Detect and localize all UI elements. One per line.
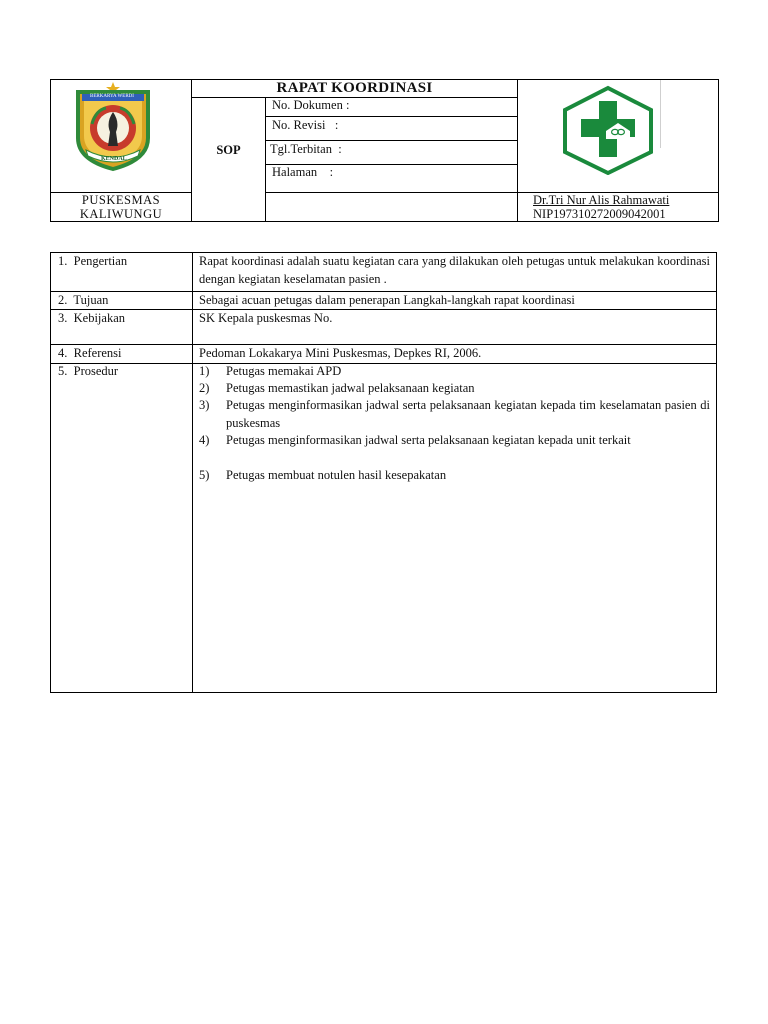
procedure-number-1: 1) — [199, 364, 210, 378]
procedure-step-2: Petugas memastikan jadwal pelaksanaan kegiatan — [226, 381, 475, 395]
field-issue-date: Tgl.Terbitan : — [270, 142, 342, 156]
section-text-referensi: Pedoman Lokakarya Mini Puskesmas, Depkes RI, 2006. — [199, 346, 482, 360]
procedure-step-3: Petugas menginformasikan jadwal serta pelaksanaan kegiatan kepada tim keselamatan pasien di puskesmas — [226, 398, 710, 430]
section-label-prosedur: 5. Prosedur — [58, 364, 119, 378]
procedure-number-5: 5) — [199, 468, 210, 482]
procedure-step-4: Petugas menginformasikan jadwal serta pelaksanaan kegiatan kepada unit terkait — [226, 433, 631, 447]
puskesmas-cross-logo — [560, 85, 656, 175]
section-text-pengertian: Rapat koordinasi adalah suatu kegiatan cara yang dilakukan oleh petugas untuk melakukan koordinasi dengan kegiatan keselamatan pasien . — [199, 254, 710, 286]
section-label-pengertian: 1. Pengertian — [58, 254, 128, 268]
procedure-number-3: 3) — [199, 398, 210, 412]
logo-left-ribbon: BERKARYA WERDI — [90, 94, 134, 99]
section-label-kebijakan: 3. Kebijakan — [58, 311, 125, 325]
logo-left-text: KENDAL — [101, 156, 127, 162]
field-revision: No. Revisi : — [272, 118, 339, 132]
organization-location: KALIWUNGU — [79, 207, 163, 221]
signer-name: Dr.Tri Nur Alis Rahmawati — [533, 193, 670, 207]
section-label-tujuan: 2. Tujuan — [58, 293, 109, 307]
section-text-tujuan: Sebagai acuan petugas dalam penerapan Langkah-langkah rapat koordinasi — [199, 293, 575, 307]
field-document-number: No. Dokumen : — [272, 98, 350, 112]
procedure-number-4: 4) — [199, 433, 210, 447]
field-page: Halaman : — [272, 165, 334, 179]
section-text-kebijakan: SK Kepala puskesmas No. — [199, 311, 333, 325]
sop-label: SOP — [216, 143, 241, 157]
document-title: RAPAT KOORDINASI — [276, 80, 433, 96]
organization-name: PUSKESMAS — [81, 193, 161, 207]
signer-nip: NIP197310272009042001 — [533, 207, 666, 221]
procedure-step-1: Petugas memakai APD — [226, 364, 342, 378]
procedure-number-2: 2) — [199, 381, 210, 395]
procedure-step-5: Petugas membuat notulen hasil kesepakatan — [226, 468, 447, 482]
section-label-referensi: 4. Referensi — [58, 346, 122, 360]
